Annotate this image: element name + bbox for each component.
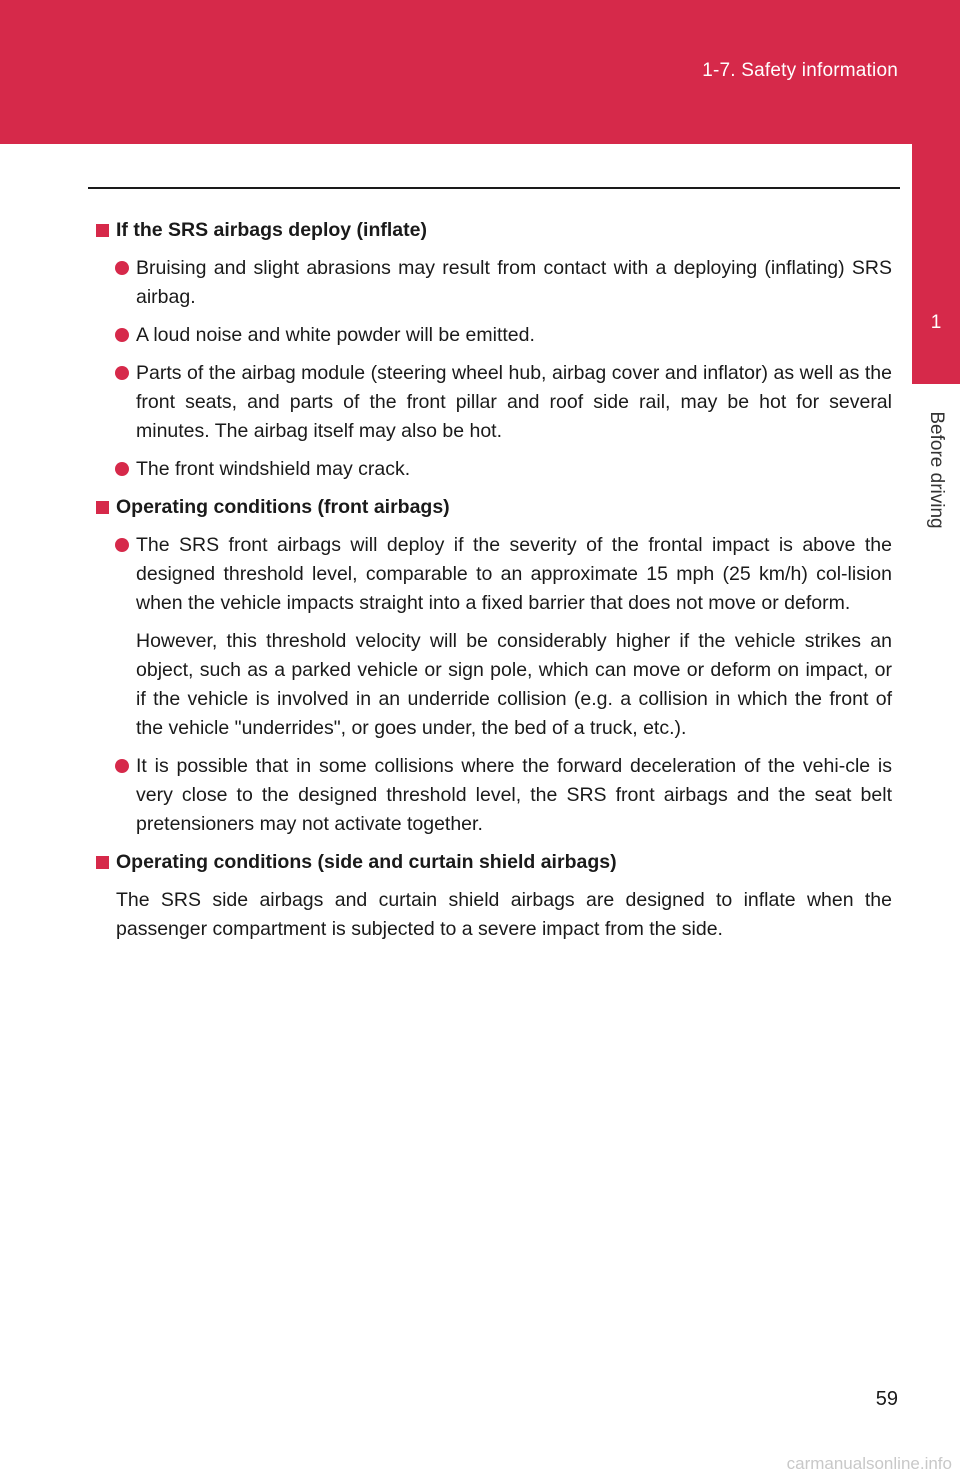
square-bullet-icon — [96, 224, 109, 237]
round-bullet-icon — [115, 366, 129, 380]
list-item-text: Parts of the airbag module (steering wheel hub, airbag cover and inflator) as well as the front seats, and parts of the front pillar and roof side rail, may be hot for several minutes. The airbag itself may also be hot. — [136, 362, 892, 442]
round-bullet-icon — [115, 261, 129, 275]
section-title: 1-7. Safety information — [702, 60, 898, 81]
square-bullet-icon — [96, 501, 109, 514]
round-bullet-icon — [115, 538, 129, 552]
heading-text: Operating conditions (front airbags) — [116, 496, 450, 518]
list-item — [96, 752, 892, 839]
chapter-tab[interactable] — [912, 144, 960, 384]
list-item — [96, 455, 892, 484]
page-content — [96, 216, 892, 944]
list-item — [96, 254, 892, 312]
list-item-paragraph: However, this threshold velocity will be considerably higher if the vehicle strikes an object, such as a parked vehicle or sign pole, which can move or deform on impact, or if the vehicle is involved in an underride collision (e.g. a collision in which the front of the vehicle "underrides", or goes under, the bed of a truck, etc.). — [136, 630, 892, 739]
list-item-text: Bruising and slight abrasions may result from contact with a deploying (inflating) SRS airbag. — [136, 257, 892, 308]
heading-text: If the SRS airbags deploy (inflate) — [116, 219, 427, 241]
round-bullet-icon — [115, 328, 129, 342]
section-paragraph: The SRS side airbags and curtain shield airbags are designed to inflate when the passenger compartment is subjected to a severe impact from the side. — [116, 889, 892, 940]
page-number: 59 — [875, 1388, 898, 1410]
heading-text: Operating conditions (side and curtain shield airbags) — [116, 851, 617, 873]
list-item — [96, 321, 892, 350]
section-heading-side — [96, 848, 892, 877]
square-bullet-icon — [96, 856, 109, 869]
round-bullet-icon — [115, 462, 129, 476]
chapter-number: 1 — [930, 312, 942, 333]
section-heading-deploy — [96, 216, 892, 245]
list-item-text: The SRS front airbags will deploy if the severity of the frontal impact is above the designed threshold level, comparable to an approximate 15 mph (25 km/h) col-lision when the vehicle impacts straight into a fixed barrier that does not move or deform. — [136, 534, 892, 614]
watermark: carmanualsonline.info — [786, 1454, 952, 1473]
header-rule — [88, 187, 900, 189]
list-item-text: A loud noise and white powder will be emitted. — [136, 324, 535, 346]
chapter-label: Before driving — [926, 411, 947, 529]
list-item — [96, 359, 892, 446]
list-item-text: It is possible that in some collisions where the forward deceleration of the vehi-cle is very close to the designed threshold level, the SRS front airbags and the seat belt pretensioners may not activate together. — [136, 755, 892, 835]
list-item — [96, 531, 892, 618]
section-heading-front — [96, 493, 892, 522]
round-bullet-icon — [115, 759, 129, 773]
list-item-text: The front windshield may crack. — [136, 458, 411, 480]
